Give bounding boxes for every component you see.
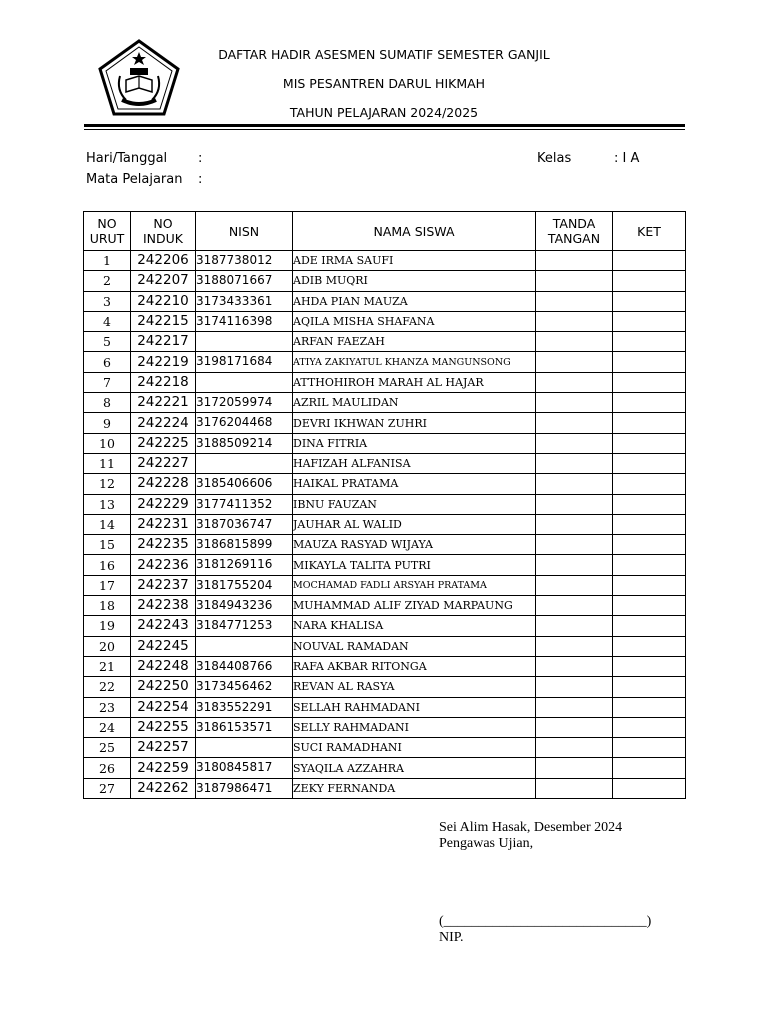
cell-no-urut: 11 bbox=[84, 453, 131, 473]
cell-nisn: 3180845817 bbox=[196, 758, 293, 778]
cell-nisn: 3187986471 bbox=[196, 778, 293, 798]
cell-nama-siswa: NOUVAL RAMADAN bbox=[293, 636, 536, 656]
cell-ket bbox=[613, 697, 686, 717]
cell-ket bbox=[613, 717, 686, 737]
table-row bbox=[84, 535, 686, 555]
cell-no-induk: 242259 bbox=[131, 758, 196, 778]
cell-tanda-tangan bbox=[536, 758, 613, 778]
cell-tanda-tangan bbox=[536, 453, 613, 473]
col-tanda-tangan: TANDA TANGAN bbox=[536, 212, 613, 251]
col-no-induk: NO INDUK bbox=[131, 212, 196, 251]
cell-ket bbox=[613, 393, 686, 413]
cell-tanda-tangan bbox=[536, 596, 613, 616]
cell-tanda-tangan bbox=[536, 535, 613, 555]
cell-ket bbox=[613, 575, 686, 595]
cell-no-urut: 18 bbox=[84, 596, 131, 616]
cell-nisn: 3186153571 bbox=[196, 717, 293, 737]
cell-ket bbox=[613, 433, 686, 453]
cell-no-induk: 242229 bbox=[131, 494, 196, 514]
cell-ket bbox=[613, 656, 686, 676]
cell-no-urut: 14 bbox=[84, 514, 131, 534]
cell-no-induk: 242217 bbox=[131, 332, 196, 352]
kelas-value: : I A bbox=[614, 151, 640, 166]
col-ket: KET bbox=[613, 212, 686, 251]
title-line-1: DAFTAR HADIR ASESMEN SUMATIF SEMESTER GANJIL bbox=[218, 47, 550, 62]
cell-no-urut: 25 bbox=[84, 738, 131, 758]
table-row bbox=[84, 575, 686, 595]
cell-no-induk: 242225 bbox=[131, 433, 196, 453]
cell-no-induk: 242210 bbox=[131, 291, 196, 311]
cell-no-urut: 5 bbox=[84, 332, 131, 352]
cell-nama-siswa: SELLY RAHMADANI bbox=[293, 717, 536, 737]
cell-tanda-tangan bbox=[536, 636, 613, 656]
cell-nama-siswa: NARA KHALISA bbox=[293, 616, 536, 636]
cell-no-urut: 7 bbox=[84, 372, 131, 392]
cell-nisn: 3184943236 bbox=[196, 596, 293, 616]
cell-tanda-tangan bbox=[536, 311, 613, 331]
cell-nisn: 3173456462 bbox=[196, 677, 293, 697]
cell-nama-siswa: MIKAYLA TALITA PUTRI bbox=[293, 555, 536, 575]
mata-pelajaran-label: Mata Pelajaran bbox=[86, 172, 183, 187]
cell-tanda-tangan bbox=[536, 616, 613, 636]
cell-nisn bbox=[196, 636, 293, 656]
table-row bbox=[84, 251, 686, 271]
cell-nisn: 3187738012 bbox=[196, 251, 293, 271]
col-no-urut: NO URUT bbox=[84, 212, 131, 251]
cell-ket bbox=[613, 738, 686, 758]
cell-no-induk: 242245 bbox=[131, 636, 196, 656]
cell-nama-siswa: DEVRI IKHWAN ZUHRI bbox=[293, 413, 536, 433]
table-row bbox=[84, 332, 686, 352]
cell-nama-siswa: ATIYA ZAKIYATUL KHANZA MANGUNSONG bbox=[293, 352, 536, 372]
cell-nama-siswa: ADIB MUQRI bbox=[293, 271, 536, 291]
cell-nisn bbox=[196, 738, 293, 758]
cell-no-urut: 12 bbox=[84, 474, 131, 494]
cell-no-urut: 20 bbox=[84, 636, 131, 656]
cell-no-induk: 242206 bbox=[131, 251, 196, 271]
cell-nisn: 3188509214 bbox=[196, 433, 293, 453]
signature-nip: NIP. bbox=[439, 930, 464, 945]
cell-no-urut: 1 bbox=[84, 251, 131, 271]
cell-tanda-tangan bbox=[536, 778, 613, 798]
cell-no-induk: 242224 bbox=[131, 413, 196, 433]
title-line-2: MIS PESANTREN DARUL HIKMAH bbox=[282, 76, 486, 91]
cell-nama-siswa: ATTHOHIROH MARAH AL HAJAR bbox=[293, 372, 536, 392]
cell-ket bbox=[613, 251, 686, 271]
hari-tanggal-separator: : bbox=[198, 151, 203, 166]
cell-nama-siswa: RAFA AKBAR RITONGA bbox=[293, 656, 536, 676]
table-row bbox=[84, 758, 686, 778]
cell-nama-siswa: MUHAMMAD ALIF ZIYAD MARPAUNG bbox=[293, 596, 536, 616]
cell-nama-siswa: HAIKAL PRATAMA bbox=[293, 474, 536, 494]
cell-tanda-tangan bbox=[536, 656, 613, 676]
cell-tanda-tangan bbox=[536, 738, 613, 758]
cell-no-induk: 242238 bbox=[131, 596, 196, 616]
cell-tanda-tangan bbox=[536, 555, 613, 575]
cell-tanda-tangan bbox=[536, 575, 613, 595]
cell-nama-siswa: AQILA MISHA SHAFANA bbox=[293, 311, 536, 331]
table-row bbox=[84, 596, 686, 616]
table-row bbox=[84, 291, 686, 311]
cell-no-urut: 8 bbox=[84, 393, 131, 413]
cell-no-induk: 242254 bbox=[131, 697, 196, 717]
cell-tanda-tangan bbox=[536, 372, 613, 392]
table-row bbox=[84, 778, 686, 798]
table-row bbox=[84, 352, 686, 372]
cell-nisn: 3172059974 bbox=[196, 393, 293, 413]
cell-nisn: 3183552291 bbox=[196, 697, 293, 717]
cell-no-induk: 242228 bbox=[131, 474, 196, 494]
cell-nisn: 3187036747 bbox=[196, 514, 293, 534]
table-row bbox=[84, 413, 686, 433]
cell-ket bbox=[613, 758, 686, 778]
cell-tanda-tangan bbox=[536, 717, 613, 737]
cell-ket bbox=[613, 271, 686, 291]
cell-no-urut: 2 bbox=[84, 271, 131, 291]
cell-nama-siswa: AZRIL MAULIDAN bbox=[293, 393, 536, 413]
col-nisn: NISN bbox=[196, 212, 293, 251]
cell-no-induk: 242243 bbox=[131, 616, 196, 636]
table-row bbox=[84, 514, 686, 534]
cell-no-induk: 242237 bbox=[131, 575, 196, 595]
table-row bbox=[84, 494, 686, 514]
cell-nisn: 3177411352 bbox=[196, 494, 293, 514]
cell-tanda-tangan bbox=[536, 494, 613, 514]
cell-ket bbox=[613, 616, 686, 636]
school-name bbox=[0, 76, 768, 91]
cell-ket bbox=[613, 596, 686, 616]
cell-no-urut: 23 bbox=[84, 697, 131, 717]
academic-year bbox=[0, 105, 768, 120]
cell-tanda-tangan bbox=[536, 677, 613, 697]
cell-nama-siswa: SELLAH RAHMADANI bbox=[293, 697, 536, 717]
cell-nama-siswa: IBNU FAUZAN bbox=[293, 494, 536, 514]
cell-no-induk: 242218 bbox=[131, 372, 196, 392]
cell-no-induk: 242215 bbox=[131, 311, 196, 331]
header-divider-thick bbox=[84, 124, 685, 127]
cell-tanda-tangan bbox=[536, 271, 613, 291]
cell-no-urut: 24 bbox=[84, 717, 131, 737]
table-row bbox=[84, 372, 686, 392]
cell-no-urut: 26 bbox=[84, 758, 131, 778]
mata-pelajaran-separator: : bbox=[198, 172, 203, 187]
cell-nama-siswa: REVAN AL RASYA bbox=[293, 677, 536, 697]
cell-ket bbox=[613, 555, 686, 575]
header-divider-thin bbox=[84, 129, 685, 130]
table-row bbox=[84, 656, 686, 676]
table-row bbox=[84, 616, 686, 636]
cell-nama-siswa: MAUZA RASYAD WIJAYA bbox=[293, 535, 536, 555]
signature-place-date: Sei Alim Hasak, Desember 2024 bbox=[439, 820, 623, 835]
table-row bbox=[84, 311, 686, 331]
col-nama-siswa: NAMA SISWA bbox=[293, 212, 536, 251]
cell-tanda-tangan bbox=[536, 433, 613, 453]
cell-no-induk: 242250 bbox=[131, 677, 196, 697]
cell-nisn: 3176204468 bbox=[196, 413, 293, 433]
cell-no-induk: 242255 bbox=[131, 717, 196, 737]
table-row bbox=[84, 697, 686, 717]
cell-nama-siswa: SYAQILA AZZAHRA bbox=[293, 758, 536, 778]
cell-tanda-tangan bbox=[536, 393, 613, 413]
cell-no-induk: 242236 bbox=[131, 555, 196, 575]
cell-nisn bbox=[196, 372, 293, 392]
cell-ket bbox=[613, 311, 686, 331]
cell-nama-siswa: ADE IRMA SAUFI bbox=[293, 251, 536, 271]
cell-ket bbox=[613, 778, 686, 798]
signature-role: Pengawas Ujian, bbox=[439, 836, 534, 851]
signature-name-line: (_____________________________) bbox=[439, 914, 652, 929]
table-row bbox=[84, 271, 686, 291]
cell-tanda-tangan bbox=[536, 697, 613, 717]
table-row bbox=[84, 555, 686, 575]
cell-ket bbox=[613, 453, 686, 473]
cell-nisn: 3173433361 bbox=[196, 291, 293, 311]
cell-no-induk: 242219 bbox=[131, 352, 196, 372]
cell-nama-siswa: HAFIZAH ALFANISA bbox=[293, 453, 536, 473]
cell-nisn: 3185406606 bbox=[196, 474, 293, 494]
table-row bbox=[84, 433, 686, 453]
table-row bbox=[84, 636, 686, 656]
cell-no-urut: 15 bbox=[84, 535, 131, 555]
cell-no-urut: 17 bbox=[84, 575, 131, 595]
cell-ket bbox=[613, 332, 686, 352]
cell-no-induk: 242262 bbox=[131, 778, 196, 798]
cell-ket bbox=[613, 474, 686, 494]
cell-tanda-tangan bbox=[536, 352, 613, 372]
document-title bbox=[0, 47, 768, 62]
cell-nama-siswa: JAUHAR AL WALID bbox=[293, 514, 536, 534]
cell-nama-siswa: DINA FITRIA bbox=[293, 433, 536, 453]
cell-tanda-tangan bbox=[536, 332, 613, 352]
cell-nisn: 3188071667 bbox=[196, 271, 293, 291]
cell-ket bbox=[613, 636, 686, 656]
cell-no-induk: 242257 bbox=[131, 738, 196, 758]
cell-no-urut: 10 bbox=[84, 433, 131, 453]
cell-ket bbox=[613, 352, 686, 372]
hari-tanggal-label: Hari/Tanggal bbox=[86, 151, 168, 166]
table-row bbox=[84, 393, 686, 413]
cell-ket bbox=[613, 372, 686, 392]
cell-ket bbox=[613, 413, 686, 433]
cell-tanda-tangan bbox=[536, 291, 613, 311]
kelas-label: Kelas bbox=[537, 151, 572, 166]
cell-no-urut: 21 bbox=[84, 656, 131, 676]
cell-tanda-tangan bbox=[536, 514, 613, 534]
cell-no-induk: 242231 bbox=[131, 514, 196, 534]
cell-ket bbox=[613, 677, 686, 697]
cell-ket bbox=[613, 291, 686, 311]
table-header-row bbox=[84, 212, 686, 251]
cell-ket bbox=[613, 514, 686, 534]
cell-nama-siswa: MOCHAMAD FADLI ARSYAH PRATAMA bbox=[293, 575, 536, 595]
cell-nisn: 3174116398 bbox=[196, 311, 293, 331]
cell-no-urut: 4 bbox=[84, 311, 131, 331]
cell-no-urut: 13 bbox=[84, 494, 131, 514]
cell-nama-siswa: SUCI RAMADHANI bbox=[293, 738, 536, 758]
table-row bbox=[84, 738, 686, 758]
cell-nama-siswa: AHDA PIAN MAUZA bbox=[293, 291, 536, 311]
cell-no-induk: 242227 bbox=[131, 453, 196, 473]
title-line-3: TAHUN PELAJARAN 2024/2025 bbox=[289, 105, 479, 120]
cell-no-urut: 16 bbox=[84, 555, 131, 575]
cell-nisn: 3181755204 bbox=[196, 575, 293, 595]
cell-nisn: 3181269116 bbox=[196, 555, 293, 575]
cell-nisn bbox=[196, 453, 293, 473]
cell-tanda-tangan bbox=[536, 251, 613, 271]
cell-tanda-tangan bbox=[536, 413, 613, 433]
cell-ket bbox=[613, 494, 686, 514]
cell-no-urut: 6 bbox=[84, 352, 131, 372]
cell-no-urut: 3 bbox=[84, 291, 131, 311]
cell-no-urut: 27 bbox=[84, 778, 131, 798]
cell-no-urut: 9 bbox=[84, 413, 131, 433]
cell-nama-siswa: ARFAN FAEZAH bbox=[293, 332, 536, 352]
cell-no-induk: 242207 bbox=[131, 271, 196, 291]
cell-nisn: 3198171684 bbox=[196, 352, 293, 372]
cell-nisn bbox=[196, 332, 293, 352]
cell-ket bbox=[613, 535, 686, 555]
cell-nama-siswa: ZEKY FERNANDA bbox=[293, 778, 536, 798]
cell-nisn: 3184408766 bbox=[196, 656, 293, 676]
table-row bbox=[84, 677, 686, 697]
cell-no-induk: 242235 bbox=[131, 535, 196, 555]
cell-nisn: 3184771253 bbox=[196, 616, 293, 636]
table-row bbox=[84, 717, 686, 737]
cell-tanda-tangan bbox=[536, 474, 613, 494]
cell-no-urut: 19 bbox=[84, 616, 131, 636]
cell-nisn: 3186815899 bbox=[196, 535, 293, 555]
attendance-table bbox=[83, 211, 686, 799]
cell-no-induk: 242248 bbox=[131, 656, 196, 676]
cell-no-induk: 242221 bbox=[131, 393, 196, 413]
table-row bbox=[84, 453, 686, 473]
table-row bbox=[84, 474, 686, 494]
cell-no-urut: 22 bbox=[84, 677, 131, 697]
